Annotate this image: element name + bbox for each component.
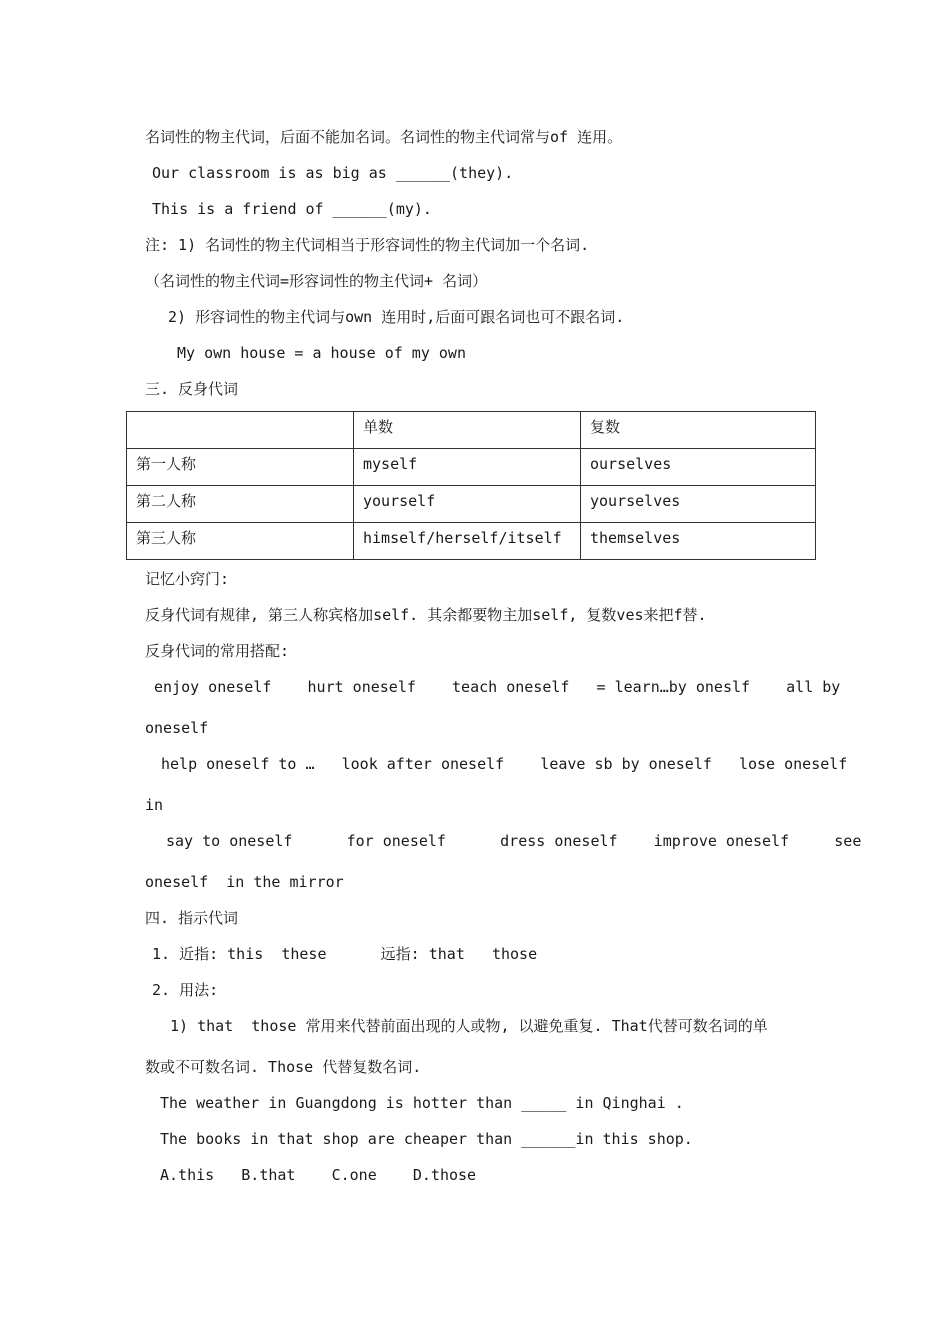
table-cell: ourselves: [581, 449, 816, 486]
note-line: 2) 形容词性的物主代词与own 连用时,后面可跟名词也可不跟名词.: [168, 308, 625, 326]
table-header-row: [127, 412, 816, 449]
text-line: 反身代词有规律, 第三人称宾格加self. 其余都要物主加self, 复数ves来把f替.: [145, 606, 707, 624]
table-cell: themselves: [581, 523, 816, 560]
collocation-line: in: [145, 796, 164, 814]
table-cell: himself/herself/itself: [354, 523, 581, 560]
collocation-line: say to oneself for oneself dress oneself improve oneself see: [166, 832, 862, 850]
table-row: [127, 449, 816, 486]
example-sentence: The books in that shop are cheaper than ______in this shop.: [160, 1130, 693, 1148]
section-heading: 三. 反身代词: [145, 380, 239, 398]
table-cell: 第一人称: [127, 449, 354, 486]
table-row: [127, 523, 816, 560]
table-header-cell: [127, 412, 354, 449]
table-row: [127, 486, 816, 523]
text-line: 数或不可数名词. Those 代替复数名词.: [145, 1058, 422, 1076]
example-sentence: The weather in Guangdong is hotter than _____ in Qinghai .: [160, 1094, 684, 1112]
table-cell: 第三人称: [127, 523, 354, 560]
answer-options: A.this B.that C.one D.those: [160, 1166, 477, 1184]
table-cell: 第二人称: [127, 486, 354, 523]
table-header-cell: 复数: [581, 412, 816, 449]
text-line: 2. 用法:: [152, 981, 219, 999]
note-line: （名词性的物主代词=形容词性的物主代词+ 名词）: [145, 272, 488, 290]
table-cell: yourselves: [581, 486, 816, 523]
example-sentence: My own house = a house of my own: [177, 344, 466, 362]
example-sentence: This is a friend of ______(my).: [152, 200, 432, 218]
section-heading: 四. 指示代词: [145, 909, 239, 927]
collocation-line: help oneself to … look after oneself leave sb by oneself lose oneself: [161, 755, 848, 773]
collocation-line: oneself in the mirror: [145, 873, 344, 891]
example-sentence: Our classroom is as big as ______(they).: [152, 164, 514, 182]
text-line: 反身代词的常用搭配:: [145, 642, 290, 660]
text-line: 1. 近指: this these 远指: that those: [152, 945, 538, 963]
table-cell: yourself: [354, 486, 581, 523]
collocation-line: oneself: [145, 719, 209, 737]
collocation-line: enjoy oneself hurt oneself teach oneself = learn…by oneslf all by: [154, 678, 841, 696]
table-cell: myself: [354, 449, 581, 486]
text-line: 1) that those 常用来代替前面出现的人或物, 以避免重复. That代替可数名词的单: [170, 1017, 768, 1035]
text-line: 记忆小窍门:: [145, 570, 230, 588]
note-line: 注: 1) 名词性的物主代词相当于形容词性的物主代词加一个名词.: [145, 236, 590, 254]
reflexive-pronoun-table: [126, 411, 816, 560]
text-line: 名词性的物主代词，后面不能加名词。名词性的物主代词常与of 连用。: [145, 128, 623, 146]
table-header-cell: 单数: [354, 412, 581, 449]
